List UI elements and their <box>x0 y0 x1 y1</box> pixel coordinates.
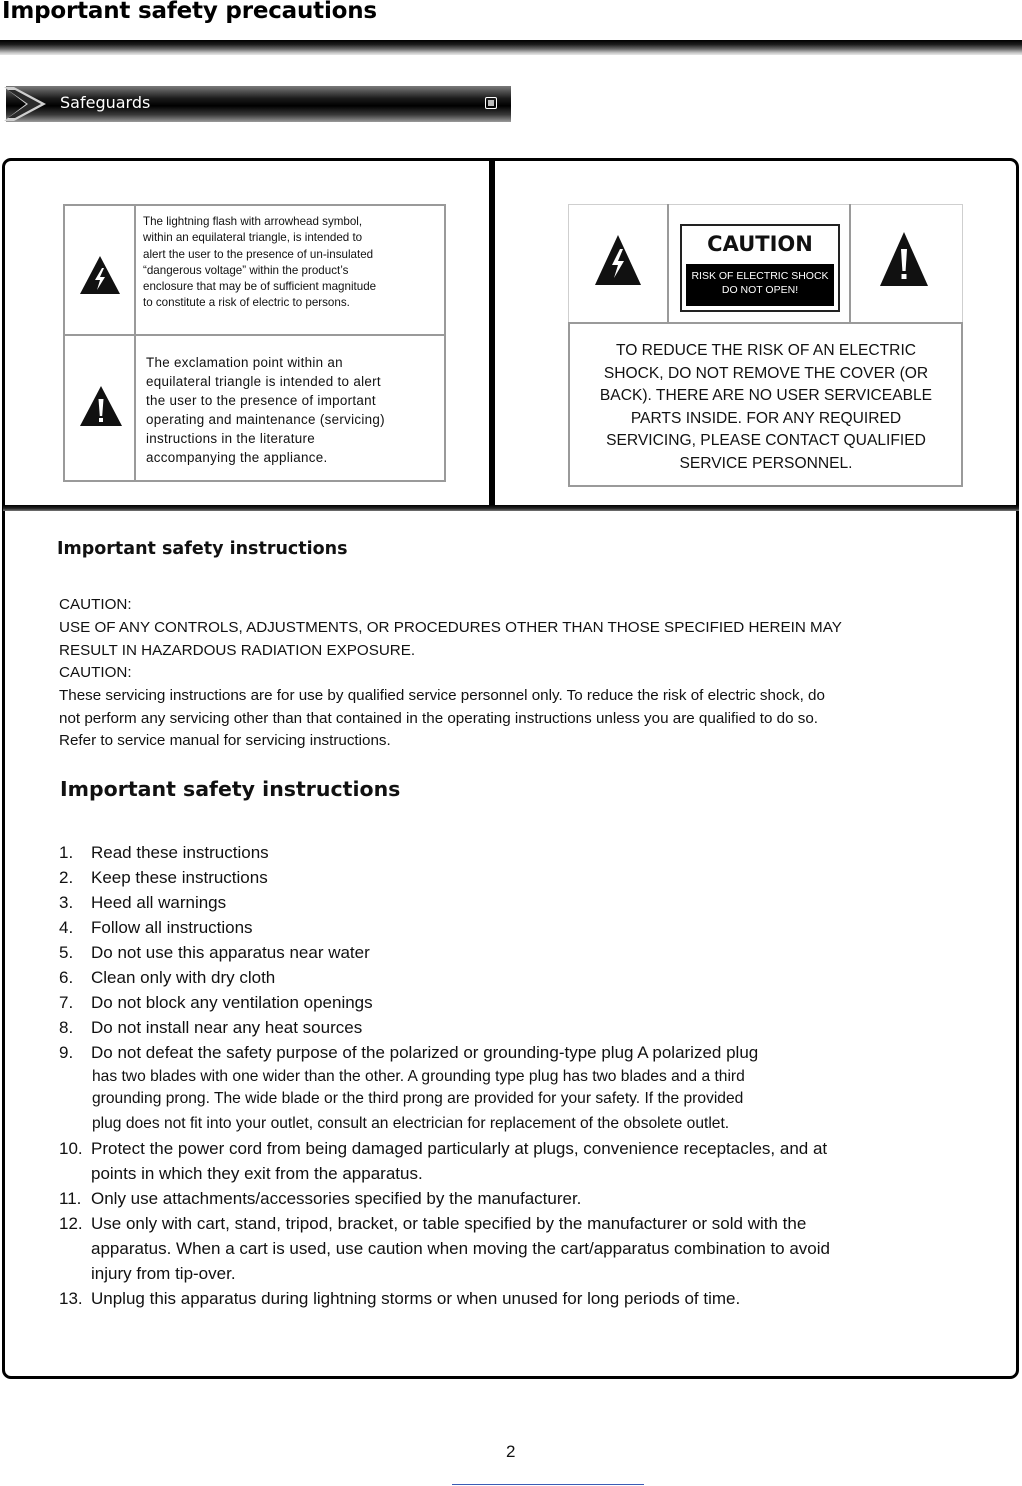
list-text: Read these instructions <box>91 843 269 862</box>
list-number: 6. <box>59 968 74 987</box>
exclamation-description <box>146 353 385 467</box>
list-item <box>59 1139 827 1159</box>
list-continuation: points in which they exit from the apparatus. <box>91 1164 423 1183</box>
list-number: 2. <box>59 868 74 887</box>
caution-vline-1 <box>667 204 669 324</box>
list-text: Do not block any ventilation openings <box>91 993 373 1012</box>
list-text: Unplug this apparatus during lightning storms or when unused for long periods of time. <box>91 1289 741 1308</box>
list-continuation: plug does not fit into your outlet, consult an electrician for replacement of the obsolete outlet. <box>92 1115 730 1132</box>
list-text: Do not use this apparatus near water <box>91 943 370 962</box>
list-continuation: grounding prong. The wide blade or the third prong are provided for your safety. If the provided <box>92 1090 744 1107</box>
text-line: Refer to service manual for servicing instructions. <box>59 732 391 749</box>
list-item <box>59 1189 581 1209</box>
caution-title: CAUTION <box>707 232 813 256</box>
list-text: Do not install near any heat sources <box>91 1018 363 1037</box>
list-number: 10. <box>59 1139 83 1158</box>
text-line: These servicing instructions are for use by qualified service personnel only. To reduce the risk of electric shock, do <box>59 687 825 704</box>
text-line: PARTS INSIDE. FOR ANY REQUIRED <box>630 409 902 427</box>
caution-notice-text <box>572 340 960 475</box>
text-line: to constitute a risk of electric to persons. <box>143 296 350 310</box>
list-item <box>59 1018 362 1038</box>
list-item <box>59 843 269 863</box>
text-line: “dangerous voltage” within the product’s <box>143 263 349 277</box>
lightning-description <box>143 214 376 312</box>
text-line: BACK). THERE ARE NO USER SERVICEABLE <box>599 387 933 404</box>
text-line: equilateral triangle is intended to alert <box>146 374 381 389</box>
list-text: Only use attachments/accessories specified by the manufacturer. <box>91 1189 582 1208</box>
section-heading: Important safety instructions <box>57 539 348 559</box>
list-number: 12. <box>59 1214 83 1233</box>
text-line: operating and maintenance (servicing) <box>146 412 385 427</box>
title-rule <box>0 40 1022 55</box>
section-heading: Important safety instructions <box>60 777 401 801</box>
text-line: the user to the presence of important <box>146 393 376 408</box>
text-line: within an equilateral triangle, is intended to <box>143 231 363 245</box>
text-line: The exclamation point within an <box>146 355 343 370</box>
list-text: Heed all warnings <box>91 893 227 912</box>
text-line: SERVICING, PLEASE CONTACT QUALIFIED <box>606 432 926 449</box>
safeguards-banner <box>6 86 511 122</box>
text-line: CAUTION: <box>59 596 132 613</box>
text-line: SERVICE PERSONNEL. <box>679 454 853 472</box>
row-divider <box>3 505 1019 511</box>
text-line: RESULT IN HAZARDOUS RADIATION EXPOSURE. <box>59 642 416 659</box>
text-line: alert the user to the presence of un-insulated <box>143 247 374 261</box>
list-item <box>59 1214 806 1234</box>
text-line: instructions in the literature <box>146 431 316 446</box>
list-text: Use only with cart, stand, tripod, bracket, or table specified by the manufacturer or sold with the <box>91 1214 807 1233</box>
list-number: 13. <box>59 1289 83 1308</box>
caution-warning-strip <box>686 264 834 306</box>
text-line: enclosure that may be of sufficient magnitude <box>143 280 377 294</box>
caution-right-line <box>962 204 963 324</box>
page-title: Important safety precautions <box>2 0 377 24</box>
list-number: 11. <box>59 1189 82 1208</box>
caution-subtitle-1: RISK OF ELECTRIC SHOCK <box>691 270 829 282</box>
list-text: Clean only with dry cloth <box>91 968 276 987</box>
text-line: USE OF ANY CONTROLS, ADJUSTMENTS, OR PROCEDURES OTHER THAN THOSE SPECIFIED HEREIN MAY <box>59 619 842 636</box>
list-text: Follow all instructions <box>91 918 253 937</box>
list-number: 3. <box>59 893 74 912</box>
footer-rule <box>452 1484 644 1485</box>
list-item <box>59 868 268 888</box>
exclamation-triangle-icon <box>79 384 123 428</box>
list-text: Do not defeat the safety purpose of the polarized or grounding-type plug A polarized plug <box>91 1043 759 1062</box>
list-item <box>59 893 226 913</box>
page-number: 2 <box>506 1442 516 1461</box>
text-line: TO REDUCE THE RISK OF AN ELECTRIC <box>615 342 917 359</box>
list-continuation: apparatus. When a cart is used, use caution when moving the cart/apparatus combination to avoid <box>91 1239 830 1258</box>
chevron-right-icon <box>4 86 48 122</box>
list-number: 1. <box>59 843 74 862</box>
list-item <box>59 993 373 1013</box>
banner-label: Safeguards <box>60 93 151 112</box>
list-number: 9. <box>59 1043 74 1062</box>
list-item <box>59 1043 758 1063</box>
caution-label <box>680 224 840 312</box>
list-item <box>59 943 370 963</box>
text-line: The lightning flash with arrowhead symbol, <box>143 215 363 228</box>
list-item <box>59 1289 740 1309</box>
text-line: CAUTION: <box>59 664 132 681</box>
list-text: Protect the power cord from being damaged particularly at plugs, convenience receptacles, and at <box>91 1139 828 1158</box>
list-number: 8. <box>59 1018 74 1037</box>
caution-top-line <box>568 204 963 205</box>
list-item <box>59 968 275 988</box>
symbol-table-vline <box>134 204 136 482</box>
list-text: Keep these instructions <box>91 868 268 887</box>
caution-left-line <box>568 204 569 324</box>
text-line: not perform any servicing other than that contained in the operating instructions unless you are qualified to do so. <box>59 710 818 727</box>
list-number: 4. <box>59 918 74 937</box>
caution-subtitle-2: DO NOT OPEN! <box>721 284 799 296</box>
list-number: 7. <box>59 993 74 1012</box>
square-icon <box>485 97 497 109</box>
symbol-table-hline <box>63 334 446 336</box>
lightning-triangle-icon <box>79 254 121 296</box>
text-line: SHOCK, DO NOT REMOVE THE COVER (OR <box>603 364 929 382</box>
list-continuation: injury from tip-over. <box>91 1264 236 1283</box>
list-continuation: has two blades with one wider than the other. A grounding type plug has two blades and a third <box>92 1068 745 1085</box>
list-item <box>59 918 253 938</box>
exclamation-triangle-icon <box>879 231 929 287</box>
lightning-triangle-icon <box>594 234 642 286</box>
text-line: accompanying the appliance. <box>146 450 328 465</box>
column-divider <box>489 160 495 507</box>
caution-vline-2 <box>849 204 851 324</box>
list-number: 5. <box>59 943 74 962</box>
